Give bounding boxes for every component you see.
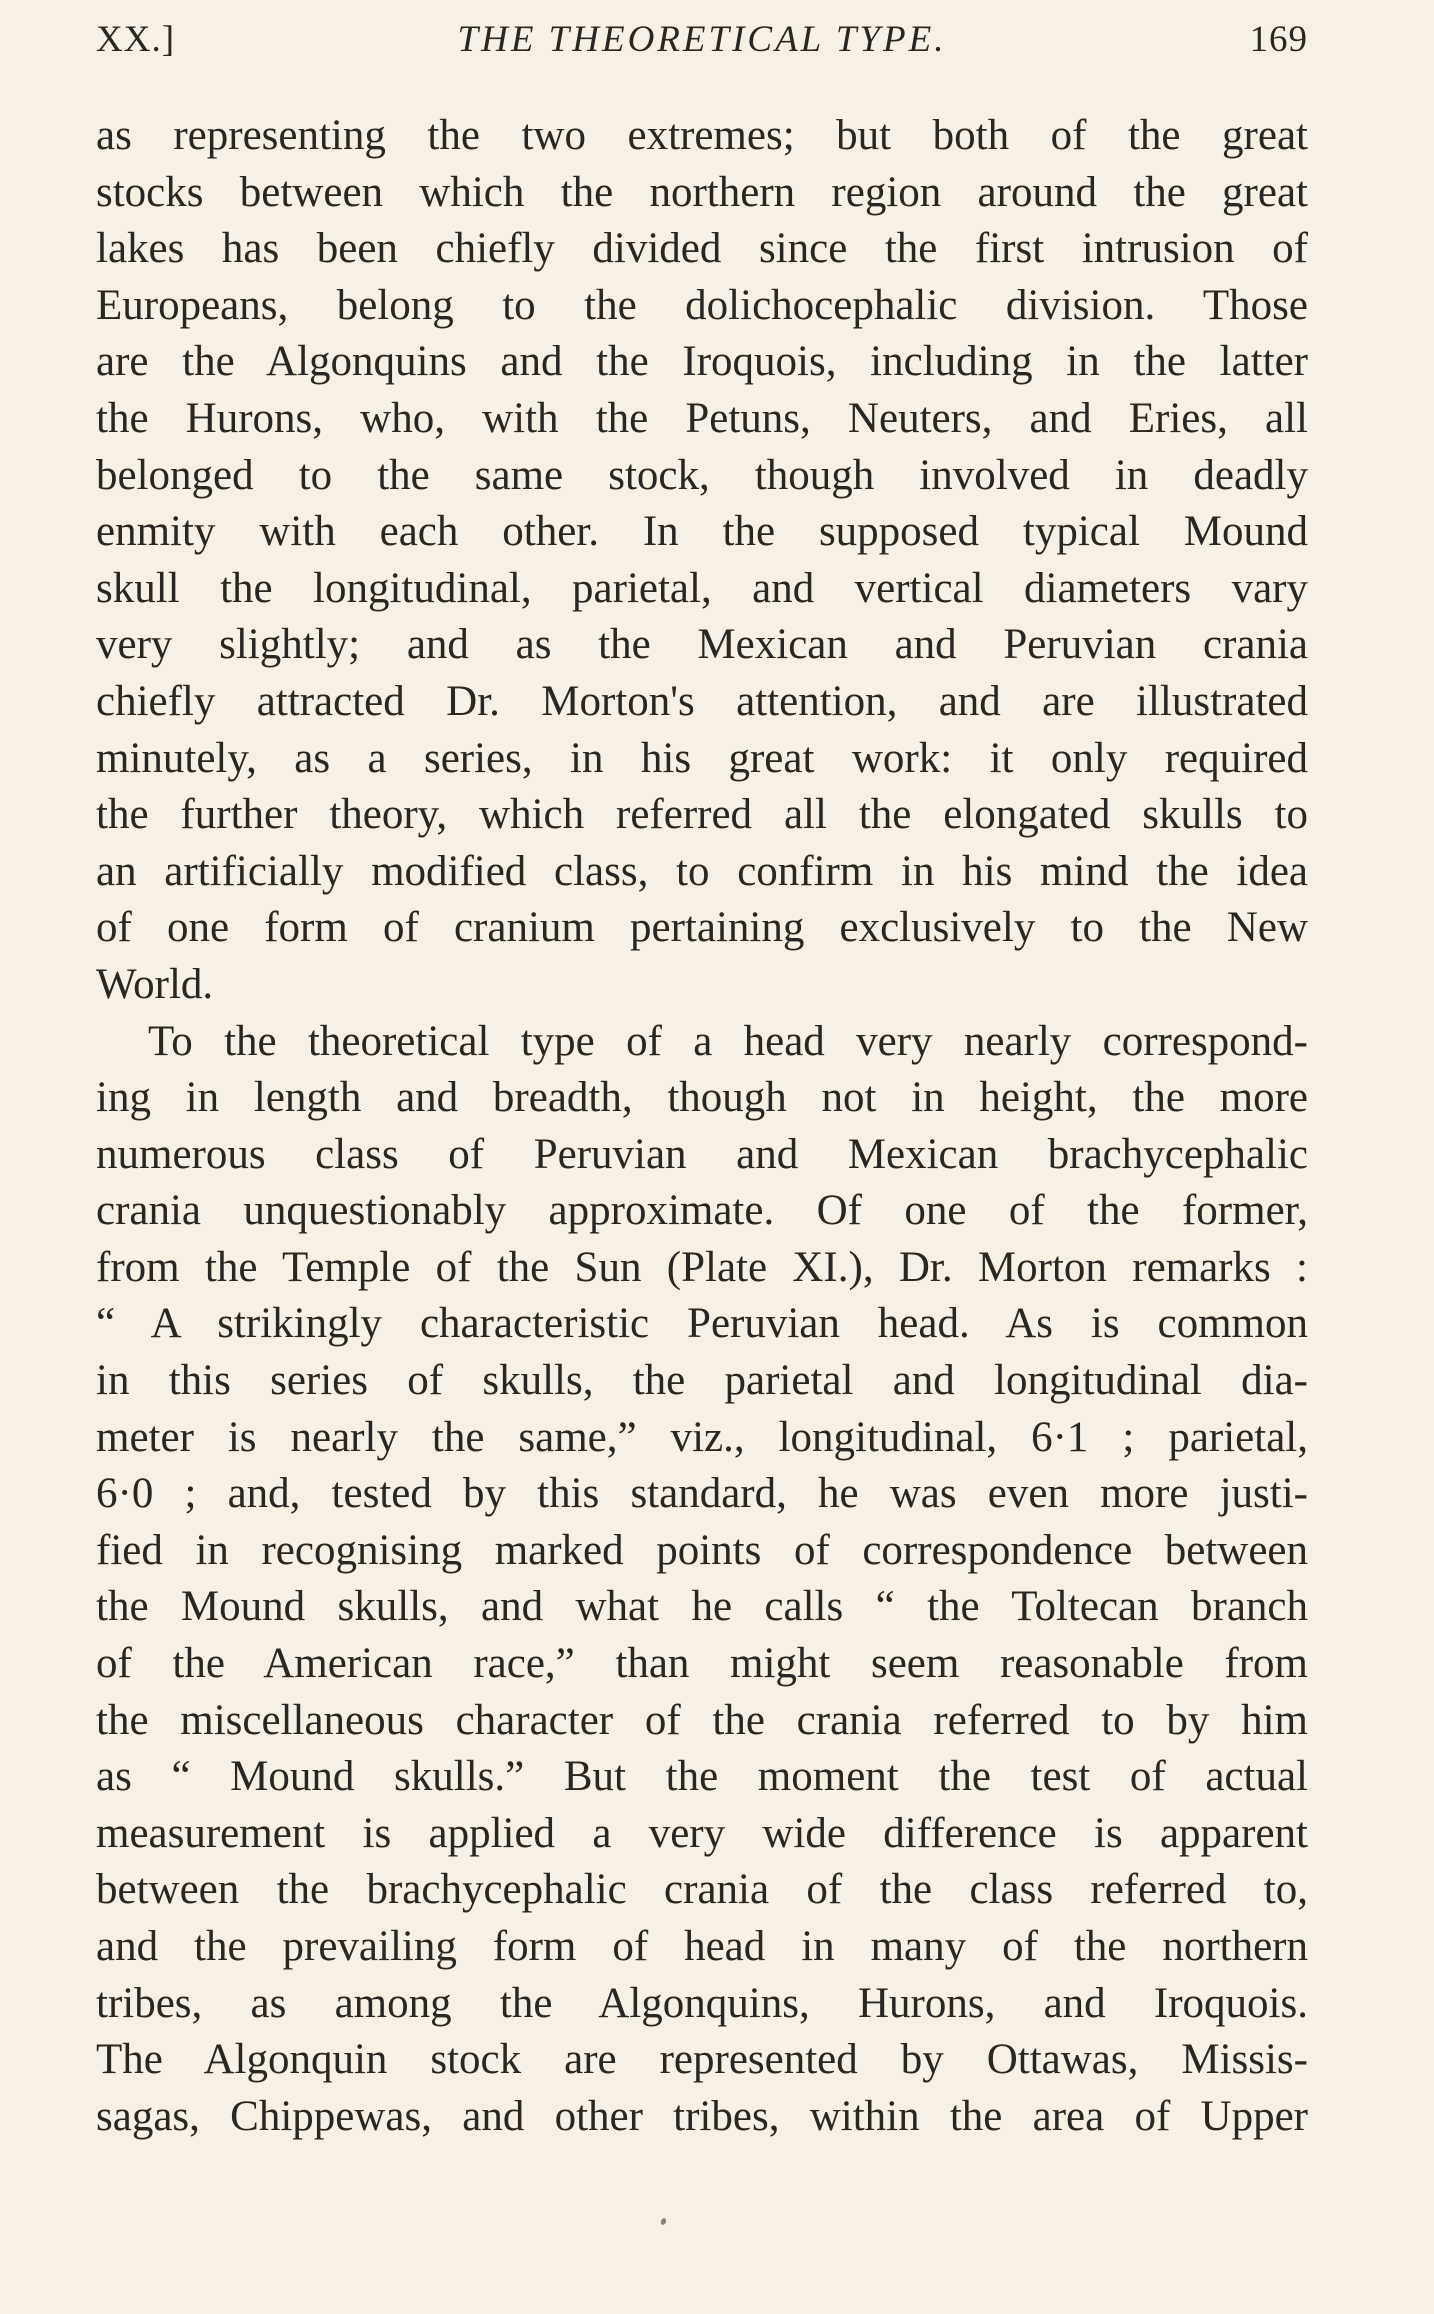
text-line: an artificially modified class, to confirm in his mind the idea [96,847,1308,895]
running-title: THE THEORETICAL TYPE. [457,19,947,60]
text-line: enmity with each other. In the supposed typical Mound [96,508,1308,556]
text-line: belonged to the same stock, though involved in deadly [96,451,1308,499]
text-line: the further theory, which referred all the elongated skulls to [96,791,1308,839]
text-line: numerous class of Peruvian and Mexican brachycephalic [96,1130,1308,1178]
text-line: Europeans, belong to the dolichocephalic division. Those [96,281,1308,329]
paragraph-start-line: To the theoretical type of a head very nearly correspond- [148,1017,1308,1065]
text-line: stocks between which the northern region around the great [96,168,1308,216]
text-line: very slightly; and as the Mexican and Peruvian crania [96,621,1308,669]
chapter-marker: XX.] [96,19,176,60]
text-line: the miscellaneous character of the crania referred to by him [96,1696,1308,1744]
text-line: as representing the two extremes; but both of the great [96,112,1308,159]
text-line: The Algonquin stock are represented by Ottawas, Missis- [96,2036,1308,2084]
text-line: lakes has been chiefly divided since the first intrusion of [96,225,1308,273]
text-line: chiefly attracted Dr. Morton's attention, and are illustrated [96,677,1308,725]
text-line: of the American race,” than might seem reasonable from [96,1640,1308,1688]
text-line: as “ Mound skulls.” But the moment the test of actual [96,1753,1308,1801]
text-line: in this series of skulls, the parietal and longitudinal dia- [96,1357,1308,1405]
page-number: 169 [1249,19,1308,60]
text-line: sagas, Chippewas, and other tribes, within the area of Upper [96,2092,1308,2140]
paper-speck [660,2217,667,2225]
text-line: of one form of cranium pertaining exclusively to the New [96,904,1308,952]
text-line: the Mound skulls, and what he calls “ the Toltecan branch [96,1583,1308,1631]
running-head [96,18,1308,78]
text-line: crania unquestionably approximate. Of one of the former, [96,1187,1308,1235]
text-line: between the brachycephalic crania of the class referred to, [96,1866,1308,1914]
text-line: “ A strikingly characteristic Peruvian head. As is common [96,1300,1308,1348]
text-line: minutely, as a series, in his great work: it only required [96,734,1308,782]
text-line: 6·0 ; and, tested by this standard, he was even more justi- [96,1470,1308,1518]
text-line: skull the longitudinal, parietal, and vertical diameters vary [96,564,1308,612]
text-line: and the prevailing form of head in many of the northern [96,1923,1308,1970]
text-line: ing in length and breadth, though not in height, the more [96,1074,1308,1122]
text-line: fied in recognising marked points of correspondence between [96,1526,1308,1574]
text-line: measurement is applied a very wide difference is apparent [96,1809,1308,1857]
text-line: from the Temple of the Sun (Plate XI.), Dr. Morton remarks : [96,1243,1308,1291]
text-line: meter is nearly the same,” viz., longitudinal, 6·1 ; parietal, [96,1413,1308,1461]
body-text [96,108,1308,2145]
text-line: are the Algonquins and the Iroquois, including in the latter [96,338,1308,386]
text-line: tribes, as among the Algonquins, Hurons, and Iroquois. [96,1979,1308,2027]
text-line: the Hurons, who, with the Petuns, Neuters, and Eries, all [96,394,1308,442]
paragraph-end-line: World. [96,960,214,1008]
